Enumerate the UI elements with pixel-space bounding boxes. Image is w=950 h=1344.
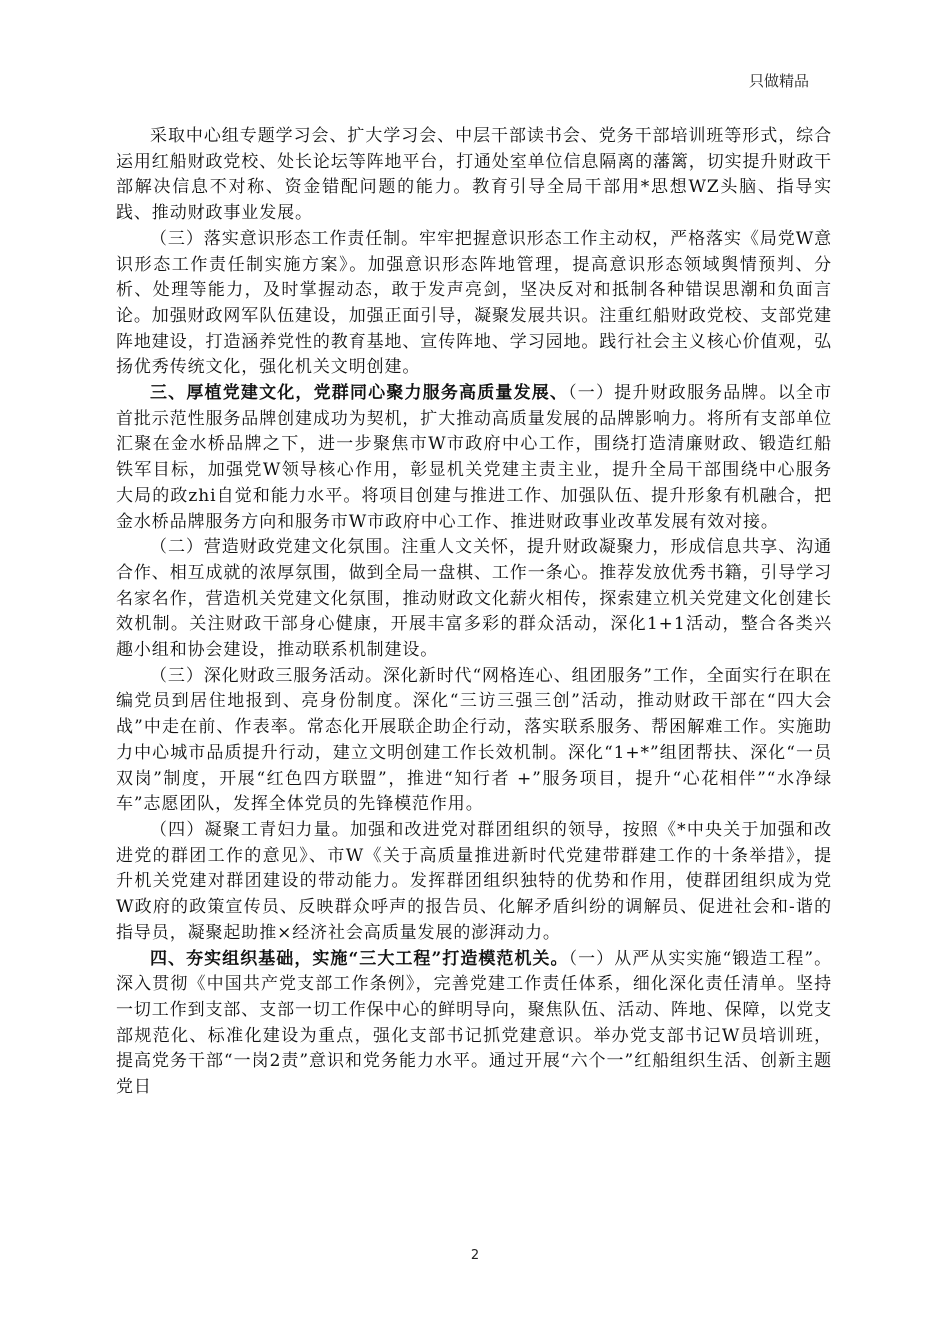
paragraph-6 — [116, 818, 832, 947]
paragraph-5 — [116, 664, 832, 818]
paragraph-7-text: （一）从严从实实施“锻造工程”。深入贯彻《中国共产党支部工作条例》，完善党建工作责任体系，细化深化责任清单。坚持一切工作到支部、支部一切工作保中心的鲜明导向，聚焦队伍、活动、阵地、保障，以党支部规范化、标准化建设为重点，强化支部书记抓党建意识。举办党支部书记W员培训班，提高党务干部“一岗2责”意识和党务能力水平。通过开展“六个一”红船组织生活、创新主题党日 — [116, 948, 833, 1098]
paragraph-4 — [116, 535, 832, 664]
paragraph-4-text: （二）营造财政党建文化氛围。注重人文关怀，提升财政凝聚力，形成信息共享、沟通合作、相互成就的浓厚氛围，做到全局一盘棋、工作一条心。推荐发放优秀书籍，引导学习名家名作，营造机关党建文化氛围，推动财政文化薪火相传，探索建立机关党建文化创建长效机制。关注财政干部身心健康，开展丰富多彩的群众活动，深化1+1活动，整合各类兴趣小组和协会建设，推动联系机制建设。 — [116, 537, 832, 661]
paragraph-3-lead: 三、厚植党建文化，党群同心聚力服务高质量发展、 — [150, 383, 569, 404]
paragraph-3 — [116, 381, 832, 535]
paragraph-5-text: （三）深化财政三服务活动。深化新时代“网格连心、组团服务”工作，全面实行在职在编党员到居住地报到、亮身份制度。深化“三访三强三创”活动，推动财政干部在“四大会战”中走在前、作表率。常态化开展联企助企行动，落实联系服务、帮困解难工作。实施助力中心城市品质提升行动，建立文明创建工作长效机制。深化“1+*”组团帮扶、深化“一员双岗”制度，开展“红色四方联盟”，推进“知行者 +”服务项目，提升“心花相伴”“水净绿车”志愿团队，发挥全体党员的先锋模范作用。 — [116, 665, 832, 815]
paragraph-1-text: 采取中心组专题学习会、扩大学习会、中层干部读书会、党务干部培训班等形式，综合运用红船财政党校、处长论坛等阵地平台，打通处室单位信息隔离的藩篱，切实提升财政干部解决信息不对称、资金错配问题的能力。教育引导全局干部用*思想WZ头脑、指导实践、推动财政事业发展。 — [116, 126, 832, 224]
paragraph-6-text: （四）凝聚工青妇力量。加强和改进党对群团组织的领导，按照《*中央关于加强和改进党的群团工作的意见》、市W《关于高质量推进新时代党建带群建工作的十条举措》，提升机关党建对群团建设的带动能力。发挥群团组织独特的优势和作用，使群团组织成为党W政府的政策宣传员、反映群众呼声的报告员、化解矛盾纠纷的调解员、促进社会和-谐的指导员，凝聚起助推×经济社会高质量发展的澎湃动力。 — [116, 819, 832, 943]
paragraph-7 — [116, 947, 832, 1101]
paragraph-7-lead: 四、夯实组织基础，实施“三大工程”打造模范机关。 — [150, 948, 569, 969]
paragraph-2 — [116, 227, 832, 381]
page-number: 2 — [470, 1248, 480, 1263]
paragraph-3-text: （一）提升财政服务品牌。以全市首批示范性服务品牌创建成功为契机，扩大推动高质量发展的品牌影响力。将所有支部单位汇聚在金水桥品牌之下，进一步聚焦市W市政府中心工作，围绕打造清廉财政、锻造红船铁军目标，加强党W领导核心作用，彰显机关党建主责主业，提升全局干部围绕中心服务大局的政zhi自觉和能力水平。将项目创建与推进工作、加强队伍、提升形象有机融合，把金水桥品牌服务方向和服务市W市政府中心工作、推进财政事业改革发展有效对接。 — [116, 383, 833, 532]
header-note: 只做精品 — [748, 72, 809, 90]
paragraph-1 — [116, 124, 832, 227]
paragraph-2-text: （三）落实意识形态工作责任制。牢牢把握意识形态工作主动权，严格落实《局党W意识形态工作责任制实施方案》。加强意识形态阵地管理，提高意识形态领域舆情预判、分析、处理等能力，及时掌握动态，敢于发声亮剑，坚决反对和抵制各种错误思潮和负面言论。加强财政网军队伍建设，加强正面引导，凝聚发展共识。注重红船财政党校、支部党建阵地建设，打造涵养党性的教育基地、宣传阵地、学习园地。践行社会主义核心价值观，弘扬优秀传统文化，强化机关文明创建。 — [116, 228, 832, 378]
document-body — [116, 124, 832, 1101]
